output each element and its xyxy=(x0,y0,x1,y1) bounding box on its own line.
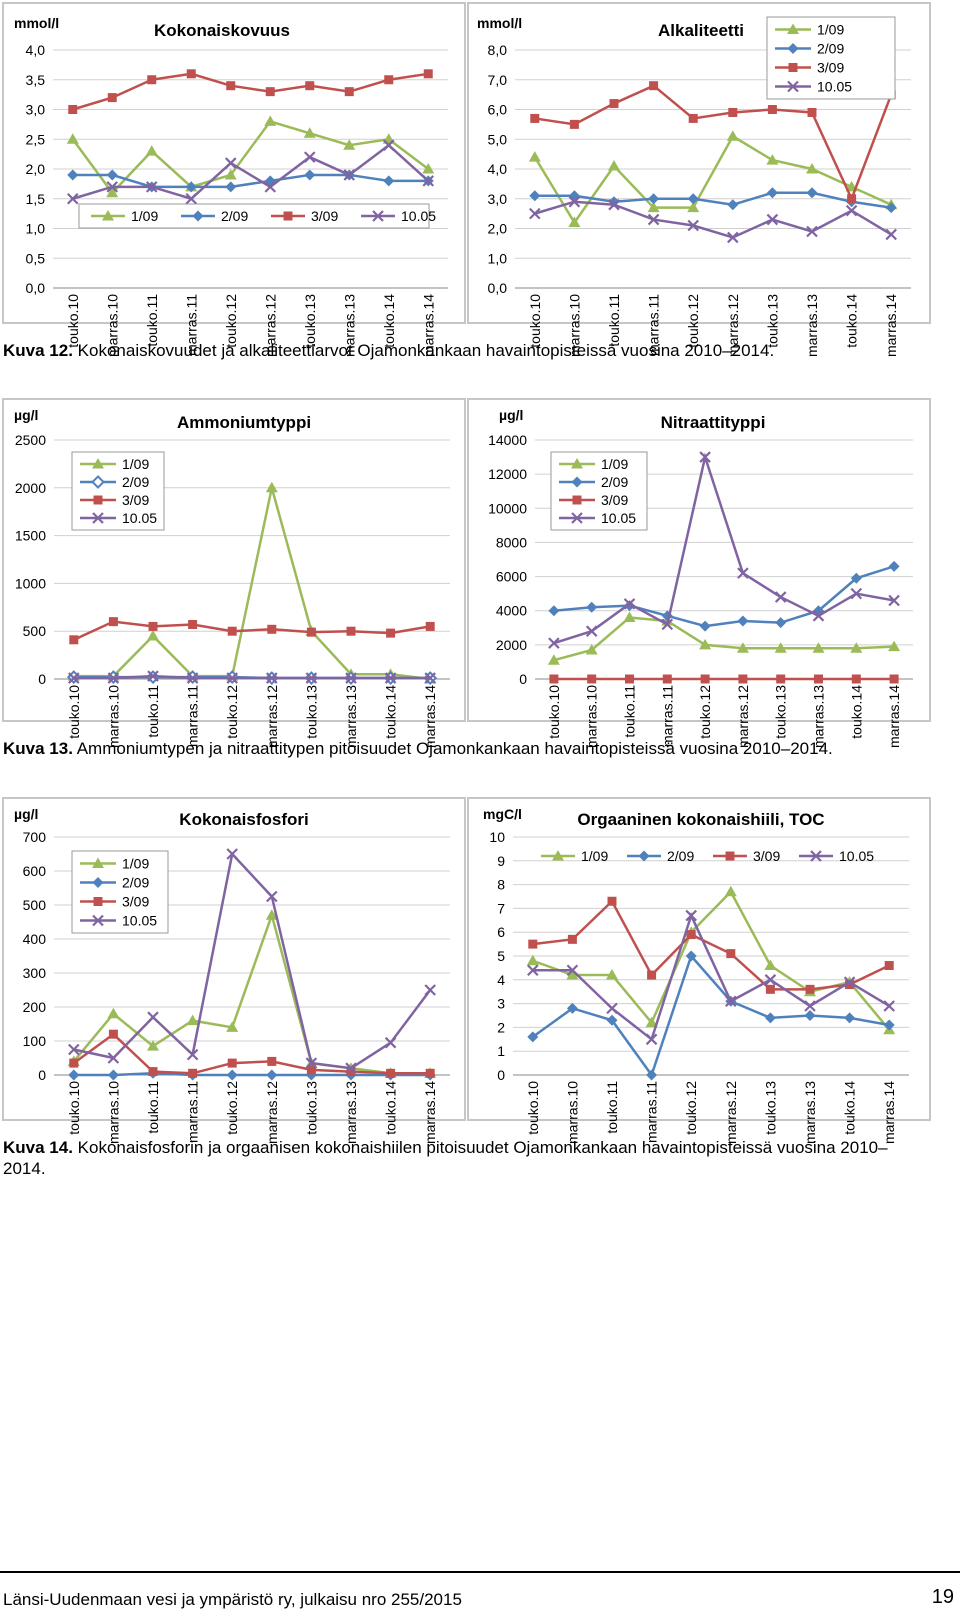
x-tick-label: touko.12 xyxy=(224,685,241,739)
caption-label: Kuva 13. xyxy=(3,739,73,758)
legend-marker xyxy=(573,496,582,505)
x-tick-label: marras.12 xyxy=(734,685,751,749)
legend-marker xyxy=(726,852,735,861)
y-tick-label: 12000 xyxy=(488,466,527,483)
y-tick-label: 3 xyxy=(497,995,505,1012)
legend-label: 10.05 xyxy=(601,510,637,526)
chart-title: Orgaaninen kokonaishiili, TOC xyxy=(577,810,825,829)
chart-toc xyxy=(467,797,931,1145)
data-point xyxy=(808,108,817,117)
data-point xyxy=(109,1030,118,1039)
y-tick-label: 1500 xyxy=(14,527,46,544)
data-point xyxy=(886,229,896,239)
data-point xyxy=(107,169,118,180)
x-tick-label: touko.12 xyxy=(683,1081,700,1135)
x-tick-label: marras.10 xyxy=(583,685,600,749)
legend-label: 2/09 xyxy=(667,848,695,864)
legend-marker xyxy=(284,212,293,221)
x-tick-label: marras.12 xyxy=(263,685,280,749)
series-1/09 xyxy=(68,909,436,1078)
legend-label: 10.05 xyxy=(122,510,158,526)
y-tick-label: 1,5 xyxy=(25,190,45,207)
data-point xyxy=(852,675,861,684)
legend-label: 1/09 xyxy=(601,456,629,472)
series-line xyxy=(535,193,891,208)
x-tick-label: touko.11 xyxy=(606,294,622,347)
data-point xyxy=(728,108,737,117)
data-point xyxy=(530,114,539,123)
y-tick-label: 200 xyxy=(22,999,46,1015)
footer-publication: Länsi-Uudenmaan vesi ja ympäristö ry, julkaisu nro 255/2015 xyxy=(3,1590,462,1609)
y-tick-label: 2,0 xyxy=(487,220,507,237)
series-3/09 xyxy=(68,69,433,114)
data-point xyxy=(266,1070,277,1081)
chart-title: Nitraattityppi xyxy=(660,413,766,432)
data-point xyxy=(149,1067,158,1076)
data-point xyxy=(148,1012,158,1022)
y-tick-label: 7 xyxy=(497,900,505,917)
x-tick-label: touko.13 xyxy=(303,1081,320,1135)
data-point xyxy=(776,675,785,684)
data-point xyxy=(528,940,537,949)
y-tick-label: 0 xyxy=(38,1067,46,1083)
data-point xyxy=(267,1057,276,1066)
x-tick-label: marras.13 xyxy=(341,294,358,358)
y-tick-label: 500 xyxy=(22,897,46,913)
data-point xyxy=(147,75,156,84)
legend xyxy=(767,17,895,99)
x-tick-label: marras.14 xyxy=(883,294,900,358)
caption-kuva-12 xyxy=(3,340,943,361)
y-tick-label: 1000 xyxy=(14,575,46,592)
series-2/09 xyxy=(68,1068,435,1081)
x-tick-label: touko.11 xyxy=(604,1081,620,1134)
y-tick-label: 500 xyxy=(22,623,46,640)
data-point xyxy=(68,105,77,114)
data-point xyxy=(69,635,78,644)
data-point xyxy=(610,99,619,108)
data-point xyxy=(890,675,899,684)
data-point xyxy=(187,1015,199,1026)
y-tick-label: 0,0 xyxy=(25,280,45,296)
y-tick-label: 0,0 xyxy=(487,280,507,296)
y-tick-label: 7,0 xyxy=(487,71,507,88)
series-2/09 xyxy=(527,951,894,1081)
legend-label: 1/09 xyxy=(581,848,609,864)
x-tick-label: marras.14 xyxy=(422,1081,439,1145)
y-tick-label: 4 xyxy=(497,971,505,988)
data-point xyxy=(548,605,559,616)
y-tick-label: 2,5 xyxy=(25,131,45,148)
data-point xyxy=(663,675,672,684)
y-tick-label: 6 xyxy=(497,924,505,941)
data-point xyxy=(767,187,778,198)
x-tick-label: marras.13 xyxy=(804,294,820,358)
chart-alkaliteetti-svg xyxy=(469,4,931,358)
legend xyxy=(551,452,647,530)
x-tick-label: marras.10 xyxy=(564,1081,581,1145)
data-point xyxy=(386,1069,395,1078)
data-point xyxy=(188,620,197,629)
y-tick-label: 4000 xyxy=(495,602,527,619)
data-point xyxy=(426,622,435,631)
series-10.05 xyxy=(530,197,896,243)
legend xyxy=(541,848,874,864)
data-point xyxy=(587,675,596,684)
chart-title: Ammoniumtyppi xyxy=(176,413,312,432)
data-point xyxy=(737,615,748,626)
legend xyxy=(72,851,168,933)
x-tick-label: touko.10 xyxy=(524,1081,541,1135)
y-tick-label: 700 xyxy=(22,829,46,845)
y-tick-label: 3,0 xyxy=(487,190,507,207)
chart-kokonaisfosfori xyxy=(2,797,466,1145)
data-point xyxy=(738,675,747,684)
chart-kokonaisfosfori-svg xyxy=(4,799,466,1145)
y-tick-label: 9 xyxy=(497,852,505,869)
x-tick-label: touko.10 xyxy=(526,294,543,348)
data-point xyxy=(226,158,236,168)
data-point xyxy=(884,1020,895,1031)
data-point xyxy=(608,160,620,171)
caption-label: Kuva 12. xyxy=(3,341,73,360)
y-tick-label: 5 xyxy=(497,948,505,964)
x-tick-label: marras.11 xyxy=(184,685,201,747)
legend-marker xyxy=(94,496,103,505)
x-tick-label: marras.14 xyxy=(881,1081,898,1145)
x-tick-label: marras.10 xyxy=(105,1081,122,1145)
x-tick-label: touko.14 xyxy=(848,685,865,739)
y-tick-label: 10 xyxy=(489,829,505,845)
legend-label: 3/09 xyxy=(122,893,150,910)
x-tick-label: touko.14 xyxy=(841,1081,858,1135)
legend-label: 2/09 xyxy=(817,40,845,57)
legend-label: 1/09 xyxy=(817,21,845,38)
data-point xyxy=(765,1012,776,1023)
data-point xyxy=(146,145,158,156)
x-tick-label: touko.14 xyxy=(380,294,397,348)
series-line xyxy=(535,136,891,222)
legend-label: 3/09 xyxy=(311,208,339,224)
y-tick-label: 0 xyxy=(497,1067,505,1083)
data-point xyxy=(307,628,316,637)
legend-label: 1/09 xyxy=(131,208,159,224)
y-axis-unit-label: mgC/l xyxy=(483,806,522,822)
x-tick-label: marras.10 xyxy=(566,294,583,358)
data-point xyxy=(806,985,815,994)
legend xyxy=(79,204,436,228)
page-number: 19 xyxy=(931,1586,954,1608)
y-tick-label: 2,0 xyxy=(25,161,45,177)
x-tick-label: touko.12 xyxy=(224,1081,241,1135)
data-point xyxy=(776,592,786,602)
legend-label: 2/09 xyxy=(601,474,629,490)
data-point xyxy=(569,190,580,201)
data-point xyxy=(568,935,577,944)
data-point xyxy=(304,169,315,180)
caption-label: Kuva 14. xyxy=(3,1138,73,1157)
y-tick-label: 0 xyxy=(519,671,527,687)
data-point xyxy=(109,617,118,626)
y-tick-label: 300 xyxy=(22,965,46,981)
data-point xyxy=(701,675,710,684)
series-3/09 xyxy=(69,1030,434,1078)
data-point xyxy=(266,87,275,96)
x-tick-label: touko.11 xyxy=(621,685,638,738)
data-point xyxy=(225,181,236,192)
data-point xyxy=(228,627,237,636)
y-axis-unit-label: µg/l xyxy=(499,407,524,423)
data-point xyxy=(529,190,540,201)
data-point xyxy=(847,194,856,203)
series-line xyxy=(535,202,891,238)
data-point xyxy=(426,1069,435,1078)
data-point xyxy=(108,93,117,102)
data-point xyxy=(766,985,775,994)
legend-label: 10.05 xyxy=(401,208,437,224)
data-point xyxy=(424,69,433,78)
data-point xyxy=(386,629,395,638)
x-tick-label: touko.11 xyxy=(145,685,161,738)
data-point xyxy=(885,961,894,970)
data-point xyxy=(347,627,356,636)
data-point xyxy=(814,675,823,684)
legend-label: 3/09 xyxy=(817,59,845,76)
series-line xyxy=(554,566,894,626)
series-2/09 xyxy=(548,561,899,632)
chart-title: Alkaliteetti xyxy=(658,21,744,40)
data-point xyxy=(305,81,314,90)
x-tick-label: touko.13 xyxy=(301,294,318,348)
data-point xyxy=(625,675,634,684)
x-tick-label: marras.12 xyxy=(262,294,279,358)
data-point xyxy=(764,960,776,971)
x-tick-label: marras.14 xyxy=(886,685,903,749)
data-point xyxy=(570,120,579,129)
caption-text: Kokonaisfosforin ja orgaanisen kokonaishiilen pitoisuudet Ojamonkankaan havaintopisteissä vuosina 2010–2014. xyxy=(3,1138,888,1178)
data-point xyxy=(884,1001,894,1011)
y-tick-label: 6,0 xyxy=(487,101,507,118)
x-tick-label: touko.14 xyxy=(382,685,399,739)
x-tick-label: touko.12 xyxy=(222,294,239,348)
x-tick-label: marras.11 xyxy=(643,1081,660,1143)
data-point xyxy=(67,169,78,180)
y-axis-unit-label: mmol/l xyxy=(14,15,60,31)
data-point xyxy=(725,886,737,897)
data-point xyxy=(188,1069,197,1078)
data-point xyxy=(228,1059,237,1068)
x-tick-label: marras.10 xyxy=(105,685,122,749)
y-tick-label: 1,0 xyxy=(25,220,45,237)
data-point xyxy=(529,151,541,162)
legend-label: 2/09 xyxy=(122,874,150,891)
data-point xyxy=(67,133,79,144)
y-tick-label: 1 xyxy=(497,1043,505,1060)
series-10.05 xyxy=(69,671,435,683)
x-tick-label: marras.11 xyxy=(184,1081,201,1143)
data-point xyxy=(68,1070,79,1081)
x-tick-label: touko.13 xyxy=(764,294,781,348)
legend-label: 10.05 xyxy=(122,912,158,929)
x-tick-label: touko.10 xyxy=(65,685,82,739)
y-tick-label: 2000 xyxy=(495,636,527,653)
x-tick-label: marras.12 xyxy=(263,1081,280,1145)
x-tick-label: marras.11 xyxy=(183,294,200,356)
legend-label: 1/09 xyxy=(122,855,150,872)
data-point xyxy=(386,1038,396,1048)
legend xyxy=(72,452,164,530)
data-point xyxy=(807,187,818,198)
x-tick-label: touko.13 xyxy=(772,685,789,739)
y-tick-label: 8 xyxy=(497,876,505,893)
data-point xyxy=(149,622,158,631)
data-point xyxy=(608,897,617,906)
x-tick-label: marras.13 xyxy=(810,685,827,749)
y-axis-unit-label: mmol/l xyxy=(477,15,523,31)
y-tick-label: 8000 xyxy=(495,534,527,551)
legend-marker xyxy=(789,63,798,72)
data-point xyxy=(267,625,276,634)
data-point xyxy=(425,985,435,995)
legend-label: 10.05 xyxy=(839,848,875,864)
series-line xyxy=(74,1034,430,1073)
x-tick-label: marras.11 xyxy=(659,685,676,747)
x-tick-label: touko.13 xyxy=(762,1081,779,1135)
data-point xyxy=(727,130,739,141)
y-tick-label: 3,5 xyxy=(25,71,45,88)
y-tick-label: 2 xyxy=(497,1019,505,1036)
legend-label: 3/09 xyxy=(753,848,781,864)
x-tick-label: touko.11 xyxy=(145,1081,161,1134)
caption-kuva-13 xyxy=(3,738,943,759)
x-tick-label: touko.14 xyxy=(843,294,860,348)
data-point xyxy=(226,81,235,90)
x-tick-label: marras.12 xyxy=(722,1081,739,1145)
x-tick-label: touko.10 xyxy=(545,685,562,739)
x-tick-label: touko.10 xyxy=(65,1081,82,1135)
y-tick-label: 8,0 xyxy=(487,42,507,58)
x-tick-label: marras.14 xyxy=(422,685,439,749)
x-tick-label: marras.13 xyxy=(343,685,359,749)
x-tick-label: touko.11 xyxy=(143,294,160,347)
y-axis-unit-label: µg/l xyxy=(14,407,39,423)
y-tick-label: 2000 xyxy=(14,479,46,496)
legend-marker xyxy=(94,897,103,906)
y-tick-label: 400 xyxy=(22,931,46,947)
series-3/09 xyxy=(549,675,898,684)
y-tick-label: 14000 xyxy=(488,432,527,448)
x-tick-label: touko.12 xyxy=(685,294,702,348)
data-point xyxy=(689,114,698,123)
data-point xyxy=(108,1070,119,1081)
chart-title: Kokonaiskovuus xyxy=(153,21,291,40)
legend-label: 1/09 xyxy=(122,456,150,472)
y-tick-label: 5,0 xyxy=(487,131,507,148)
data-point xyxy=(726,949,735,958)
y-tick-label: 10000 xyxy=(488,500,527,517)
data-point xyxy=(727,199,738,210)
chart-nitraattityppi xyxy=(467,398,931,749)
series-line xyxy=(73,74,429,110)
legend-label: 10.05 xyxy=(817,78,853,95)
data-point xyxy=(687,930,696,939)
legend-label: 3/09 xyxy=(601,492,629,508)
data-point xyxy=(227,1070,238,1081)
data-point xyxy=(775,617,786,628)
chart-title: Kokonaisfosfori xyxy=(179,810,309,829)
data-point xyxy=(647,971,656,980)
series-3/09 xyxy=(530,78,895,203)
x-tick-label: touko.13 xyxy=(303,685,320,739)
x-tick-label: marras.14 xyxy=(420,294,437,358)
x-tick-label: marras.10 xyxy=(104,294,121,358)
chart-nitraattityppi-svg xyxy=(469,400,931,749)
data-point xyxy=(607,1003,617,1013)
y-tick-label: 3,0 xyxy=(25,101,45,118)
x-tick-label: marras.13 xyxy=(343,1081,359,1145)
data-point xyxy=(305,152,315,162)
series-line xyxy=(73,145,429,199)
y-tick-label: 100 xyxy=(22,1033,46,1049)
y-tick-label: 6000 xyxy=(495,568,527,585)
caption-kuva-14 xyxy=(3,1137,923,1179)
data-point xyxy=(69,1059,78,1068)
data-point xyxy=(266,482,278,493)
caption-text: Kokonaiskovuudet ja alkaliteettiarvot Ojamonkankaan havaintopisteissä vuosina 2010–2014. xyxy=(72,341,775,360)
y-tick-label: 4,0 xyxy=(25,42,45,58)
chart-toc-svg xyxy=(469,799,931,1145)
chart-alkaliteetti xyxy=(467,2,931,358)
data-point xyxy=(805,1001,815,1011)
data-point xyxy=(345,87,354,96)
data-point xyxy=(549,675,558,684)
x-tick-label: marras.11 xyxy=(645,294,662,356)
data-point xyxy=(107,1008,119,1019)
data-point xyxy=(383,175,394,186)
data-point xyxy=(766,154,778,165)
data-point xyxy=(264,115,276,126)
x-tick-label: marras.13 xyxy=(802,1081,818,1145)
data-point xyxy=(805,1010,816,1021)
y-tick-label: 1,0 xyxy=(487,250,507,267)
series-1/09 xyxy=(548,612,900,665)
x-tick-label: marras.12 xyxy=(724,294,741,358)
y-tick-label: 2500 xyxy=(14,432,46,448)
legend-marker xyxy=(639,851,650,862)
y-tick-label: 4,0 xyxy=(487,161,507,177)
y-axis-unit-label: µg/l xyxy=(14,806,39,822)
legend-label: 3/09 xyxy=(122,492,150,508)
x-tick-label: touko.12 xyxy=(697,685,714,739)
y-tick-label: 0 xyxy=(38,671,46,687)
data-point xyxy=(700,621,711,632)
caption-text: Ammoniumtypen ja nitraattitypen pitoisuudet Ojamonkankaan havaintopisteissä vuosina 2010–2014. xyxy=(72,739,833,758)
data-point xyxy=(889,561,900,572)
y-tick-label: 600 xyxy=(22,863,46,879)
x-tick-label: touko.10 xyxy=(64,294,81,348)
y-tick-label: 0,5 xyxy=(25,250,45,267)
data-point xyxy=(844,1012,855,1023)
data-point xyxy=(384,75,393,84)
data-point xyxy=(768,105,777,114)
x-tick-label: touko.14 xyxy=(382,1081,399,1135)
data-point xyxy=(187,69,196,78)
data-point xyxy=(649,81,658,90)
footer-divider xyxy=(0,1571,960,1573)
legend-label: 2/09 xyxy=(122,474,150,490)
legend-label: 2/09 xyxy=(221,208,249,224)
